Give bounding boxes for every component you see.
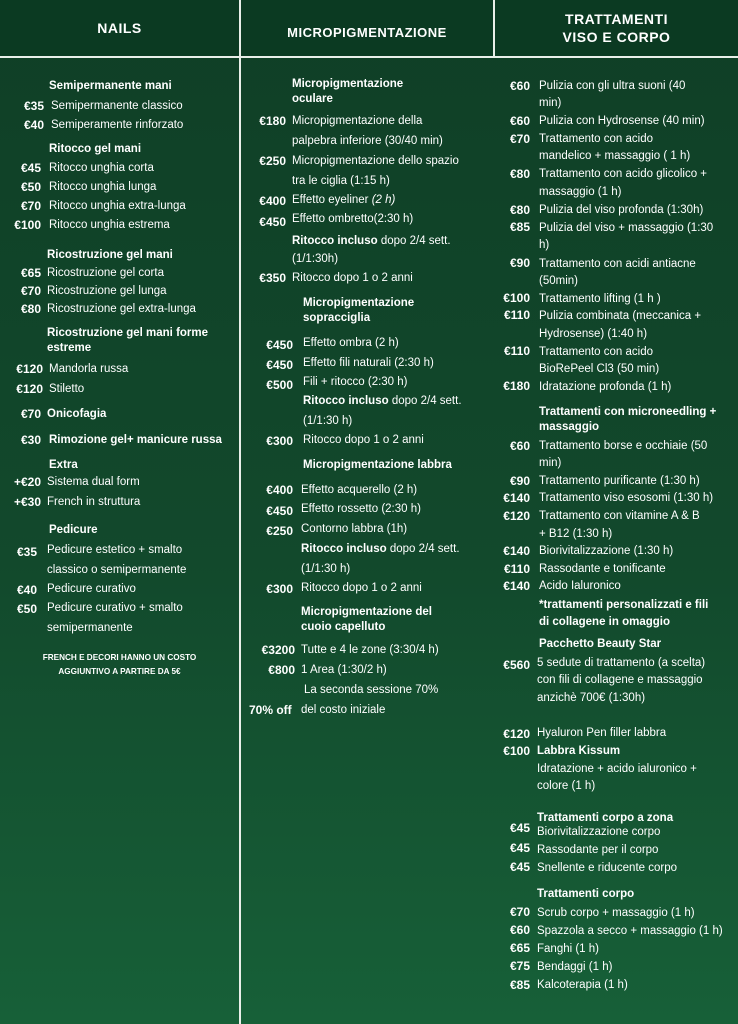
price: €180	[503, 379, 530, 393]
price: €70	[20, 407, 41, 421]
item-label: Biorivitalizzazione corpo	[537, 826, 661, 838]
nails-note-line1: FRENCH E DECORI HANNO UN COSTO	[42, 653, 197, 662]
item-label: Semipermanente classico	[51, 100, 183, 112]
ritocco-time: (1/1:30 h)	[301, 563, 351, 575]
item-label-text: Effetto eyeliner	[292, 194, 369, 206]
ritocco-time: (1/1:30h)	[292, 253, 339, 265]
trattamenti-heading	[495, 10, 738, 46]
price: €35	[23, 99, 44, 113]
item-label-cont: palpebra inferiore (30/40 min)	[292, 135, 443, 147]
item-label: Mandorla russa	[49, 363, 129, 375]
section-title: Ritocco gel mani	[49, 143, 142, 155]
section-title: Ricostruzione gel mani forme estreme	[47, 327, 209, 354]
price: €60	[509, 439, 530, 453]
price: €140	[503, 491, 530, 505]
trattamenti-heading-line1: TRATTAMENTI	[565, 11, 668, 27]
item-label: Snellente e riducente corpo	[537, 862, 678, 874]
price: €450	[266, 358, 293, 372]
item-label-cont: mandelico + massaggio ( 1 h)	[539, 150, 691, 162]
price: €60	[509, 79, 530, 93]
item-title: Labbra Kissum	[537, 745, 621, 757]
price: €120	[16, 382, 43, 396]
price: €140	[503, 544, 530, 558]
price: €90	[509, 256, 530, 270]
item-label: 1 Area (1:30/2 h)	[301, 664, 387, 676]
price: €85	[509, 978, 530, 992]
item-label: Spazzola a secco + massaggio (1 h)	[537, 925, 723, 937]
price: 70% off	[249, 703, 292, 717]
item-label-cont: BioRePeel Cl3 (50 min)	[539, 363, 660, 375]
item-label-cont: anzichè 700€ (1:30h)	[537, 692, 646, 704]
ritocco-incluso	[292, 232, 451, 250]
item-label: Trattamento con vitamine A & B	[539, 510, 700, 522]
item-label: Effetto fili naturali (2:30 h)	[303, 357, 434, 369]
price: €110	[503, 344, 530, 358]
item-label: Trattamento con acidi antiacne	[539, 258, 696, 270]
item-label: Trattamento borse e occhiaie (50	[539, 440, 708, 452]
item-label-cont: + B12 (1:30 h)	[539, 528, 613, 540]
ritocco-bold: Ritocco incluso	[303, 395, 389, 407]
price: €400	[266, 483, 293, 497]
item-label: Trattamento con acido	[539, 346, 653, 358]
item-label: Pulizia con Hydrosense (40 min)	[539, 115, 705, 127]
price: +€20	[13, 475, 41, 489]
item-label: Pedicure estetico + smalto	[47, 544, 183, 556]
item-label: Ritocco dopo 1 o 2 anni	[303, 434, 424, 446]
item-label-time: (2 h)	[371, 194, 396, 206]
item-label: del costo iniziale	[301, 704, 386, 716]
item-label: Micropigmentazione della	[292, 115, 423, 127]
price: €60	[509, 114, 530, 128]
item-label: Effetto ombretto(2:30 h)	[292, 213, 414, 225]
price: €40	[16, 583, 37, 597]
price: €800	[268, 663, 295, 677]
price: €250	[259, 154, 286, 168]
price: €560	[503, 658, 530, 672]
price: €120	[503, 509, 530, 523]
item-label: Scrub corpo + massaggio (1 h)	[537, 907, 695, 919]
price: €85	[509, 220, 530, 234]
item-label: Idratazione + acido ialuronico +	[537, 763, 697, 775]
price: €45	[509, 860, 530, 874]
price: €100	[503, 744, 530, 758]
item-label: Rassodante per il corpo	[537, 844, 659, 856]
ritocco-rest: dopo 2/4 sett.	[377, 235, 451, 247]
price: €140	[503, 579, 530, 593]
section-title: Pacchetto Beauty Star	[539, 638, 662, 650]
section-title: Micropigmentazione oculare	[292, 78, 404, 105]
price: €70	[20, 284, 41, 298]
price: €120	[503, 727, 530, 741]
price: €70	[509, 905, 530, 919]
item-label-cont: con fili di collagene e massaggio	[537, 674, 703, 686]
price: €40	[23, 118, 44, 132]
item-label: Pedicure curativo + smalto	[47, 602, 183, 614]
item-label: Rimozione gel+ manicure russa	[49, 434, 222, 446]
price: €65	[509, 941, 530, 955]
item-label: Pulizia del viso profonda (1:30h)	[539, 204, 704, 216]
item-label: Hyaluron Pen filler labbra	[537, 727, 667, 739]
item-label: Trattamento con acido	[539, 133, 653, 145]
item-label-cont: min)	[539, 457, 562, 469]
item-label: Trattamento viso esosomi (1:30 h)	[539, 492, 714, 504]
price: €350	[259, 271, 286, 285]
item-label: Pulizia del viso + massaggio (1:30	[539, 222, 714, 234]
section-title: Pedicure	[49, 524, 98, 536]
price: €30	[20, 433, 41, 447]
ritocco-incluso	[301, 540, 460, 558]
item-label: Bendaggi (1 h)	[537, 961, 613, 973]
price: €110	[503, 562, 530, 576]
item-label: Ritocco unghia estrema	[49, 219, 170, 231]
ritocco-rest: dopo 2/4 sett.	[388, 395, 462, 407]
item-label: Effetto ombra (2 h)	[303, 337, 399, 349]
item-label: Effetto acquerello (2 h)	[301, 484, 418, 496]
micro-heading: MICROPIGMENTAZIONE	[287, 25, 447, 40]
item-label: Fanghi (1 h)	[537, 943, 600, 955]
item-label: Acido Ialuronico	[539, 580, 621, 592]
nails-note-line2: AGGIUNTIVO A PARTIRE DA 5€	[58, 667, 181, 676]
item-label: Sistema dual form	[47, 476, 140, 488]
price: €120	[16, 362, 43, 376]
section-title: Trattamenti corpo	[537, 888, 635, 900]
item-label: Ritocco unghia lunga	[49, 181, 157, 193]
item-label-cont: h)	[539, 239, 550, 251]
trattamenti-heading-line2: VISO E CORPO	[562, 29, 671, 45]
item-label-cont: semipermanente	[47, 622, 133, 634]
nails-heading: NAILS	[97, 20, 142, 36]
item-label: Ritocco unghia corta	[49, 162, 154, 174]
item-label: Trattamento lifting (1 h )	[539, 293, 661, 305]
ritocco-time: (1/1:30 h)	[303, 415, 353, 427]
price: €65	[20, 266, 41, 280]
price: €300	[266, 434, 293, 448]
item-label: Ritocco dopo 1 o 2 anni	[301, 582, 422, 594]
item-label: Effetto rossetto (2:30 h)	[301, 503, 421, 515]
item-label: Onicofagia	[47, 408, 107, 420]
price: €3200	[261, 643, 295, 657]
item-label: Trattamento con acido glicolico +	[539, 168, 708, 180]
price: €450	[266, 338, 293, 352]
price: €90	[509, 474, 530, 488]
price: €450	[259, 215, 286, 229]
section-title: Trattamenti corpo a zona	[537, 812, 674, 824]
section-title: Micropigmentazione labbra	[303, 459, 452, 471]
item-label: Tutte e 4 le zone (3:30/4 h)	[301, 644, 439, 656]
price: €110	[503, 308, 530, 322]
item-label: Ritocco unghia extra-lunga	[49, 200, 186, 212]
omaggio-note-line1: *trattamenti personalizzati e fili	[539, 599, 709, 611]
item-label-cont: Hydrosense) (1:40 h)	[539, 328, 648, 340]
price: €50	[16, 602, 37, 616]
item-label: Ricostruzione gel corta	[47, 267, 164, 279]
ritocco-bold: Ritocco incluso	[301, 543, 387, 555]
price: €70	[509, 132, 530, 146]
item-label-cont: min)	[539, 97, 562, 109]
price: €500	[266, 378, 293, 392]
omaggio-note-line2: di collagene in omaggio	[539, 616, 670, 628]
item-label: Stiletto	[49, 383, 85, 395]
section-title: Micropigmentazione del cuoio capelluto	[301, 606, 432, 633]
item-label: Semiperamente rinforzato	[51, 119, 184, 131]
item-label	[292, 191, 395, 209]
price: €35	[16, 545, 37, 559]
ritocco-rest: dopo 2/4 sett.	[386, 543, 460, 555]
price: €300	[266, 582, 293, 596]
price: €75	[509, 959, 530, 973]
price: €45	[509, 821, 530, 835]
item-label: French in struttura	[47, 496, 141, 508]
item-label: Idratazione profonda (1 h)	[539, 381, 672, 393]
item-label-cont: classico o semipermanente	[47, 564, 187, 576]
price: €80	[509, 167, 530, 181]
price: €80	[509, 203, 530, 217]
price: €80	[20, 302, 41, 316]
price: €60	[509, 923, 530, 937]
price: €50	[20, 180, 41, 194]
item-label: Kalcoterapia (1 h)	[537, 979, 628, 991]
price: +€30	[13, 495, 41, 509]
item-label: Ritocco dopo 1 o 2 anni	[292, 272, 413, 284]
price: €400	[259, 194, 286, 208]
item-label-cont: colore (1 h)	[537, 780, 596, 792]
item-label: Fili + ritocco (2:30 h)	[303, 376, 408, 388]
section-title: Trattamenti con microneedling + massaggio	[539, 406, 717, 433]
item-label: Biorivitalizzazione (1:30 h)	[539, 545, 674, 557]
item-label: Rassodante e tonificante	[539, 563, 666, 575]
item-label: 5 sedute di trattamento (a scelta)	[537, 657, 706, 669]
item-label: Contorno labbra (1h)	[301, 523, 408, 535]
item-label: Pulizia combinata (meccanica +	[539, 310, 702, 322]
section-title: Ricostruzione gel mani	[47, 249, 173, 261]
price: €450	[266, 504, 293, 518]
price: €45	[509, 841, 530, 855]
price: €250	[266, 524, 293, 538]
ritocco-bold: Ritocco incluso	[292, 235, 378, 247]
item-label: La seconda sessione 70%	[304, 684, 439, 696]
price: €180	[259, 114, 286, 128]
price: €100	[503, 291, 530, 305]
item-label: Ricostruzione gel extra-lunga	[47, 303, 196, 315]
item-label-cont: massaggio (1 h)	[539, 186, 622, 198]
item-label: Ricostruzione gel lunga	[47, 285, 167, 297]
item-label: Pulizia con gli ultra suoni (40	[539, 80, 686, 92]
item-label: Pedicure curativo	[47, 583, 136, 595]
item-label: Micropigmentazione dello spazio	[292, 155, 459, 167]
item-label: Trattamento purificante (1:30 h)	[539, 475, 700, 487]
section-title: Semipermanente mani	[49, 80, 172, 92]
price: €45	[20, 161, 41, 175]
item-label-cont: tra le ciglia (1:15 h)	[292, 175, 390, 187]
nails-note	[0, 651, 239, 679]
section-title: Micropigmentazione sopracciglia	[303, 297, 415, 324]
price: €100	[14, 218, 41, 232]
item-label-cont: (50min)	[539, 275, 578, 287]
ritocco-incluso	[303, 392, 462, 410]
section-title: Extra	[49, 459, 78, 471]
price: €70	[20, 199, 41, 213]
